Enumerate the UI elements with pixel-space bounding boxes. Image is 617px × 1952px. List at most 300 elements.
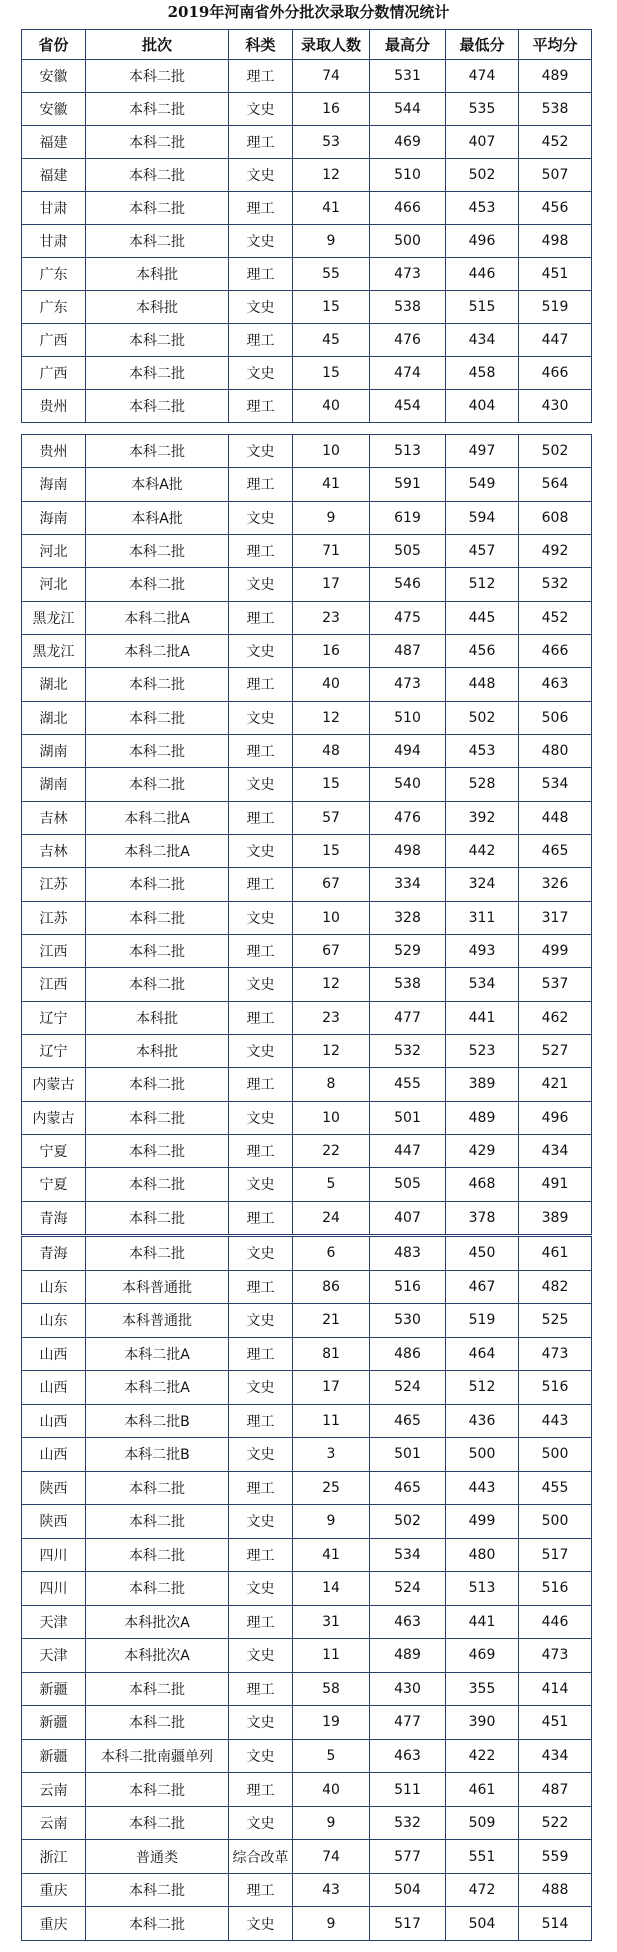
lowest-score-cell: 434 bbox=[446, 324, 519, 357]
lowest-score-cell: 549 bbox=[446, 468, 519, 501]
highest-score-cell: 531 bbox=[370, 60, 446, 93]
highest-score-cell: 591 bbox=[370, 468, 446, 501]
province-cell: 福建 bbox=[22, 159, 86, 192]
average-score-cell: 451 bbox=[519, 1706, 592, 1740]
province-cell: 湖北 bbox=[22, 701, 86, 734]
highest-score-cell: 328 bbox=[370, 901, 446, 934]
table-row bbox=[22, 324, 592, 357]
admitted-count-cell: 67 bbox=[293, 868, 370, 901]
table-row bbox=[22, 901, 592, 934]
province-cell: 重庆 bbox=[22, 1873, 86, 1907]
admitted-count-cell: 14 bbox=[293, 1572, 370, 1606]
batch-cell: 本科二批 bbox=[86, 126, 229, 159]
header-lowest-score: 最低分 bbox=[446, 30, 519, 60]
table-row bbox=[22, 634, 592, 667]
province-cell: 山东 bbox=[22, 1270, 86, 1304]
admitted-count-cell: 58 bbox=[293, 1672, 370, 1706]
score-table-part-1 bbox=[21, 29, 591, 432]
province-cell: 安徽 bbox=[22, 93, 86, 126]
highest-score-cell: 513 bbox=[370, 435, 446, 468]
average-score-cell: 496 bbox=[519, 1101, 592, 1134]
admitted-count-cell: 40 bbox=[293, 1773, 370, 1807]
province-cell: 安徽 bbox=[22, 60, 86, 93]
highest-score-cell: 489 bbox=[370, 1639, 446, 1673]
batch-cell: 本科二批 bbox=[86, 534, 229, 567]
highest-score-cell: 494 bbox=[370, 734, 446, 767]
lowest-score-cell: 436 bbox=[446, 1404, 519, 1438]
province-cell: 天津 bbox=[22, 1639, 86, 1673]
admitted-count-cell: 17 bbox=[293, 1371, 370, 1405]
admitted-count-cell: 43 bbox=[293, 1873, 370, 1907]
province-cell: 江西 bbox=[22, 968, 86, 1001]
batch-cell: 本科批 bbox=[86, 258, 229, 291]
table-row bbox=[22, 435, 592, 468]
average-score-cell: 492 bbox=[519, 534, 592, 567]
average-score-cell: 488 bbox=[519, 1873, 592, 1907]
admitted-count-cell: 9 bbox=[293, 501, 370, 534]
lowest-score-cell: 512 bbox=[446, 1371, 519, 1405]
table-row bbox=[22, 1706, 592, 1740]
province-cell: 湖北 bbox=[22, 668, 86, 701]
admitted-count-cell: 48 bbox=[293, 734, 370, 767]
lowest-score-cell: 464 bbox=[446, 1337, 519, 1371]
highest-score-cell: 505 bbox=[370, 534, 446, 567]
lowest-score-cell: 458 bbox=[446, 357, 519, 390]
lowest-score-cell: 429 bbox=[446, 1134, 519, 1167]
category-cell: 文史 bbox=[229, 901, 293, 934]
admitted-count-cell: 16 bbox=[293, 634, 370, 667]
category-cell: 理工 bbox=[229, 258, 293, 291]
admitted-count-cell: 41 bbox=[293, 1538, 370, 1572]
category-cell: 理工 bbox=[229, 468, 293, 501]
province-cell: 新疆 bbox=[22, 1739, 86, 1773]
lowest-score-cell: 450 bbox=[446, 1237, 519, 1271]
table-row bbox=[22, 1873, 592, 1907]
province-cell: 陕西 bbox=[22, 1505, 86, 1539]
average-score-cell: 559 bbox=[519, 1840, 592, 1874]
highest-score-cell: 473 bbox=[370, 668, 446, 701]
header-batch: 批次 bbox=[86, 30, 229, 60]
batch-cell: 本科二批 bbox=[86, 1168, 229, 1201]
category-cell: 理工 bbox=[229, 1201, 293, 1234]
category-cell: 文史 bbox=[229, 1304, 293, 1338]
batch-cell: 普通类 bbox=[86, 1840, 229, 1874]
admitted-count-cell: 74 bbox=[293, 1840, 370, 1874]
admitted-count-cell: 71 bbox=[293, 534, 370, 567]
province-cell: 吉林 bbox=[22, 834, 86, 867]
lowest-score-cell: 468 bbox=[446, 1168, 519, 1201]
category-cell: 理工 bbox=[229, 1605, 293, 1639]
admitted-count-cell: 55 bbox=[293, 258, 370, 291]
table-row bbox=[22, 126, 592, 159]
lowest-score-cell: 445 bbox=[446, 601, 519, 634]
lowest-score-cell: 502 bbox=[446, 701, 519, 734]
average-score-cell: 463 bbox=[519, 668, 592, 701]
batch-cell: 本科A批 bbox=[86, 501, 229, 534]
admitted-count-cell: 23 bbox=[293, 1001, 370, 1034]
province-cell: 青海 bbox=[22, 1237, 86, 1271]
batch-cell: 本科二批 bbox=[86, 1505, 229, 1539]
table-row bbox=[22, 601, 592, 634]
lowest-score-cell: 355 bbox=[446, 1672, 519, 1706]
batch-cell: 本科二批A bbox=[86, 801, 229, 834]
highest-score-cell: 504 bbox=[370, 1873, 446, 1907]
lowest-score-cell: 496 bbox=[446, 225, 519, 258]
average-score-cell: 499 bbox=[519, 934, 592, 967]
table-row bbox=[22, 468, 592, 501]
province-cell: 海南 bbox=[22, 468, 86, 501]
province-cell: 四川 bbox=[22, 1572, 86, 1606]
table-row bbox=[22, 1773, 592, 1807]
average-score-cell: 456 bbox=[519, 192, 592, 225]
table-row bbox=[22, 291, 592, 324]
table-row bbox=[22, 501, 592, 534]
highest-score-cell: 517 bbox=[370, 1907, 446, 1941]
batch-cell: 本科批 bbox=[86, 291, 229, 324]
category-cell: 理工 bbox=[229, 60, 293, 93]
average-score-cell: 389 bbox=[519, 1201, 592, 1234]
province-cell: 四川 bbox=[22, 1538, 86, 1572]
average-score-cell: 538 bbox=[519, 93, 592, 126]
highest-score-cell: 530 bbox=[370, 1304, 446, 1338]
province-cell: 甘肃 bbox=[22, 192, 86, 225]
province-cell: 山西 bbox=[22, 1371, 86, 1405]
category-cell: 文史 bbox=[229, 357, 293, 390]
average-score-cell: 451 bbox=[519, 258, 592, 291]
score-table bbox=[21, 434, 592, 1235]
highest-score-cell: 540 bbox=[370, 768, 446, 801]
lowest-score-cell: 493 bbox=[446, 934, 519, 967]
average-score-cell: 465 bbox=[519, 834, 592, 867]
lowest-score-cell: 519 bbox=[446, 1304, 519, 1338]
category-cell: 文史 bbox=[229, 159, 293, 192]
admitted-count-cell: 86 bbox=[293, 1270, 370, 1304]
category-cell: 理工 bbox=[229, 324, 293, 357]
average-score-cell: 489 bbox=[519, 60, 592, 93]
category-cell: 理工 bbox=[229, 934, 293, 967]
province-cell: 广西 bbox=[22, 324, 86, 357]
lowest-score-cell: 453 bbox=[446, 734, 519, 767]
province-cell: 山西 bbox=[22, 1404, 86, 1438]
highest-score-cell: 498 bbox=[370, 834, 446, 867]
category-cell: 文史 bbox=[229, 1706, 293, 1740]
highest-score-cell: 534 bbox=[370, 1538, 446, 1572]
batch-cell: 本科二批 bbox=[86, 1672, 229, 1706]
lowest-score-cell: 441 bbox=[446, 1001, 519, 1034]
category-cell: 理工 bbox=[229, 126, 293, 159]
table-row bbox=[22, 1101, 592, 1134]
category-cell: 文史 bbox=[229, 1572, 293, 1606]
category-cell: 文史 bbox=[229, 1438, 293, 1472]
table-row bbox=[22, 1371, 592, 1405]
lowest-score-cell: 378 bbox=[446, 1201, 519, 1234]
batch-cell: 本科二批 bbox=[86, 159, 229, 192]
province-cell: 内蒙古 bbox=[22, 1068, 86, 1101]
highest-score-cell: 455 bbox=[370, 1068, 446, 1101]
highest-score-cell: 334 bbox=[370, 868, 446, 901]
admitted-count-cell: 19 bbox=[293, 1706, 370, 1740]
highest-score-cell: 501 bbox=[370, 1438, 446, 1472]
score-table-part-3 bbox=[21, 1236, 591, 1940]
lowest-score-cell: 467 bbox=[446, 1270, 519, 1304]
average-score-cell: 317 bbox=[519, 901, 592, 934]
average-score-cell: 502 bbox=[519, 435, 592, 468]
table-row bbox=[22, 801, 592, 834]
average-score-cell: 462 bbox=[519, 1001, 592, 1034]
table-row bbox=[22, 1438, 592, 1472]
highest-score-cell: 477 bbox=[370, 1706, 446, 1740]
batch-cell: 本科二批B bbox=[86, 1404, 229, 1438]
admitted-count-cell: 6 bbox=[293, 1237, 370, 1271]
lowest-score-cell: 457 bbox=[446, 534, 519, 567]
average-score-cell: 443 bbox=[519, 1404, 592, 1438]
category-cell: 理工 bbox=[229, 801, 293, 834]
lowest-score-cell: 502 bbox=[446, 159, 519, 192]
lowest-score-cell: 441 bbox=[446, 1605, 519, 1639]
header-average-score: 平均分 bbox=[519, 30, 592, 60]
table-header-row bbox=[22, 30, 592, 60]
province-cell: 黑龙江 bbox=[22, 634, 86, 667]
table-row bbox=[22, 668, 592, 701]
average-score-cell: 473 bbox=[519, 1639, 592, 1673]
average-score-cell: 434 bbox=[519, 1739, 592, 1773]
category-cell: 文史 bbox=[229, 1907, 293, 1941]
category-cell: 文史 bbox=[229, 768, 293, 801]
highest-score-cell: 476 bbox=[370, 801, 446, 834]
highest-score-cell: 544 bbox=[370, 93, 446, 126]
province-cell: 山东 bbox=[22, 1304, 86, 1338]
admitted-count-cell: 9 bbox=[293, 1907, 370, 1941]
lowest-score-cell: 443 bbox=[446, 1471, 519, 1505]
average-score-cell: 452 bbox=[519, 601, 592, 634]
lowest-score-cell: 500 bbox=[446, 1438, 519, 1472]
table-row bbox=[22, 534, 592, 567]
lowest-score-cell: 509 bbox=[446, 1806, 519, 1840]
table-row bbox=[22, 390, 592, 423]
category-cell: 理工 bbox=[229, 1471, 293, 1505]
category-cell: 文史 bbox=[229, 1505, 293, 1539]
category-cell: 理工 bbox=[229, 1538, 293, 1572]
lowest-score-cell: 499 bbox=[446, 1505, 519, 1539]
average-score-cell: 506 bbox=[519, 701, 592, 734]
average-score-cell: 452 bbox=[519, 126, 592, 159]
admitted-count-cell: 12 bbox=[293, 159, 370, 192]
average-score-cell: 430 bbox=[519, 390, 592, 423]
admitted-count-cell: 41 bbox=[293, 192, 370, 225]
category-cell: 理工 bbox=[229, 1270, 293, 1304]
score-table bbox=[21, 1236, 592, 1941]
average-score-cell: 522 bbox=[519, 1806, 592, 1840]
category-cell: 理工 bbox=[229, 668, 293, 701]
average-score-cell: 466 bbox=[519, 357, 592, 390]
highest-score-cell: 407 bbox=[370, 1201, 446, 1234]
category-cell: 文史 bbox=[229, 1639, 293, 1673]
category-cell: 文史 bbox=[229, 501, 293, 534]
table-row bbox=[22, 159, 592, 192]
lowest-score-cell: 489 bbox=[446, 1101, 519, 1134]
province-cell: 辽宁 bbox=[22, 1034, 86, 1067]
admitted-count-cell: 15 bbox=[293, 291, 370, 324]
average-score-cell: 500 bbox=[519, 1438, 592, 1472]
lowest-score-cell: 535 bbox=[446, 93, 519, 126]
highest-score-cell: 476 bbox=[370, 324, 446, 357]
lowest-score-cell: 551 bbox=[446, 1840, 519, 1874]
province-cell: 新疆 bbox=[22, 1672, 86, 1706]
average-score-cell: 500 bbox=[519, 1505, 592, 1539]
highest-score-cell: 474 bbox=[370, 357, 446, 390]
table-row bbox=[22, 701, 592, 734]
table-row bbox=[22, 1806, 592, 1840]
table-row bbox=[22, 1840, 592, 1874]
table-row bbox=[22, 1034, 592, 1067]
admitted-count-cell: 74 bbox=[293, 60, 370, 93]
table-row bbox=[22, 1672, 592, 1706]
average-score-cell: 455 bbox=[519, 1471, 592, 1505]
province-cell: 宁夏 bbox=[22, 1168, 86, 1201]
admitted-count-cell: 12 bbox=[293, 968, 370, 1001]
province-cell: 重庆 bbox=[22, 1907, 86, 1941]
admitted-count-cell: 53 bbox=[293, 126, 370, 159]
lowest-score-cell: 324 bbox=[446, 868, 519, 901]
province-cell: 辽宁 bbox=[22, 1001, 86, 1034]
admitted-count-cell: 57 bbox=[293, 801, 370, 834]
category-cell: 理工 bbox=[229, 868, 293, 901]
table-row bbox=[22, 934, 592, 967]
table-row bbox=[22, 225, 592, 258]
batch-cell: 本科二批A bbox=[86, 834, 229, 867]
highest-score-cell: 465 bbox=[370, 1471, 446, 1505]
admitted-count-cell: 5 bbox=[293, 1739, 370, 1773]
province-cell: 内蒙古 bbox=[22, 1101, 86, 1134]
table-row bbox=[22, 1270, 592, 1304]
average-score-cell: 447 bbox=[519, 324, 592, 357]
table-row bbox=[22, 192, 592, 225]
average-score-cell: 482 bbox=[519, 1270, 592, 1304]
province-cell: 山西 bbox=[22, 1438, 86, 1472]
province-cell: 海南 bbox=[22, 501, 86, 534]
province-cell: 吉林 bbox=[22, 801, 86, 834]
batch-cell: 本科二批 bbox=[86, 734, 229, 767]
category-cell: 文史 bbox=[229, 93, 293, 126]
header-category: 科类 bbox=[229, 30, 293, 60]
table-row bbox=[22, 1237, 592, 1271]
lowest-score-cell: 461 bbox=[446, 1773, 519, 1807]
category-cell: 理工 bbox=[229, 1672, 293, 1706]
table-row bbox=[22, 1471, 592, 1505]
highest-score-cell: 511 bbox=[370, 1773, 446, 1807]
category-cell: 理工 bbox=[229, 1404, 293, 1438]
highest-score-cell: 454 bbox=[370, 390, 446, 423]
batch-cell: 本科二批 bbox=[86, 1806, 229, 1840]
province-cell: 江苏 bbox=[22, 868, 86, 901]
admitted-count-cell: 11 bbox=[293, 1404, 370, 1438]
category-cell: 理工 bbox=[229, 1337, 293, 1371]
table-row bbox=[22, 60, 592, 93]
table-row bbox=[22, 768, 592, 801]
batch-cell: 本科二批 bbox=[86, 1572, 229, 1606]
highest-score-cell: 524 bbox=[370, 1572, 446, 1606]
admitted-count-cell: 40 bbox=[293, 390, 370, 423]
lowest-score-cell: 513 bbox=[446, 1572, 519, 1606]
batch-cell: 本科二批 bbox=[86, 1873, 229, 1907]
admitted-count-cell: 22 bbox=[293, 1134, 370, 1167]
province-cell: 黑龙江 bbox=[22, 601, 86, 634]
lowest-score-cell: 392 bbox=[446, 801, 519, 834]
category-cell: 文史 bbox=[229, 968, 293, 1001]
batch-cell: 本科二批 bbox=[86, 1907, 229, 1941]
highest-score-cell: 538 bbox=[370, 968, 446, 1001]
category-cell: 综合改革 bbox=[229, 1840, 293, 1874]
table-row bbox=[22, 1538, 592, 1572]
admitted-count-cell: 23 bbox=[293, 601, 370, 634]
admitted-count-cell: 9 bbox=[293, 1806, 370, 1840]
highest-score-cell: 469 bbox=[370, 126, 446, 159]
average-score-cell: 446 bbox=[519, 1605, 592, 1639]
admitted-count-cell: 11 bbox=[293, 1639, 370, 1673]
category-cell: 文史 bbox=[229, 291, 293, 324]
table-row bbox=[22, 1134, 592, 1167]
average-score-cell: 487 bbox=[519, 1773, 592, 1807]
category-cell: 文史 bbox=[229, 1739, 293, 1773]
batch-cell: 本科二批 bbox=[86, 1101, 229, 1134]
category-cell: 文史 bbox=[229, 1806, 293, 1840]
province-cell: 江苏 bbox=[22, 901, 86, 934]
admitted-count-cell: 15 bbox=[293, 834, 370, 867]
highest-score-cell: 463 bbox=[370, 1605, 446, 1639]
highest-score-cell: 510 bbox=[370, 159, 446, 192]
table-row bbox=[22, 1201, 592, 1234]
highest-score-cell: 577 bbox=[370, 1840, 446, 1874]
highest-score-cell: 532 bbox=[370, 1034, 446, 1067]
highest-score-cell: 532 bbox=[370, 1806, 446, 1840]
average-score-cell: 564 bbox=[519, 468, 592, 501]
score-table-part-2 bbox=[21, 434, 591, 1234]
batch-cell: 本科二批 bbox=[86, 1068, 229, 1101]
table-row bbox=[22, 1168, 592, 1201]
highest-score-cell: 473 bbox=[370, 258, 446, 291]
batch-cell: 本科二批 bbox=[86, 435, 229, 468]
table-row bbox=[22, 1068, 592, 1101]
province-cell: 广东 bbox=[22, 258, 86, 291]
lowest-score-cell: 390 bbox=[446, 1706, 519, 1740]
lowest-score-cell: 472 bbox=[446, 1873, 519, 1907]
batch-cell: 本科二批 bbox=[86, 324, 229, 357]
highest-score-cell: 502 bbox=[370, 1505, 446, 1539]
province-cell: 天津 bbox=[22, 1605, 86, 1639]
province-cell: 广西 bbox=[22, 357, 86, 390]
highest-score-cell: 529 bbox=[370, 934, 446, 967]
table-row bbox=[22, 357, 592, 390]
batch-cell: 本科批次A bbox=[86, 1639, 229, 1673]
average-score-cell: 527 bbox=[519, 1034, 592, 1067]
highest-score-cell: 500 bbox=[370, 225, 446, 258]
highest-score-cell: 447 bbox=[370, 1134, 446, 1167]
province-cell: 宁夏 bbox=[22, 1134, 86, 1167]
batch-cell: 本科二批 bbox=[86, 934, 229, 967]
batch-cell: 本科二批 bbox=[86, 1201, 229, 1234]
average-score-cell: 516 bbox=[519, 1371, 592, 1405]
province-cell: 河北 bbox=[22, 568, 86, 601]
highest-score-cell: 501 bbox=[370, 1101, 446, 1134]
admitted-count-cell: 81 bbox=[293, 1337, 370, 1371]
highest-score-cell: 510 bbox=[370, 701, 446, 734]
category-cell: 文史 bbox=[229, 1034, 293, 1067]
province-cell: 福建 bbox=[22, 126, 86, 159]
batch-cell: 本科二批 bbox=[86, 1538, 229, 1572]
batch-cell: 本科二批 bbox=[86, 1237, 229, 1271]
lowest-score-cell: 594 bbox=[446, 501, 519, 534]
lowest-score-cell: 523 bbox=[446, 1034, 519, 1067]
